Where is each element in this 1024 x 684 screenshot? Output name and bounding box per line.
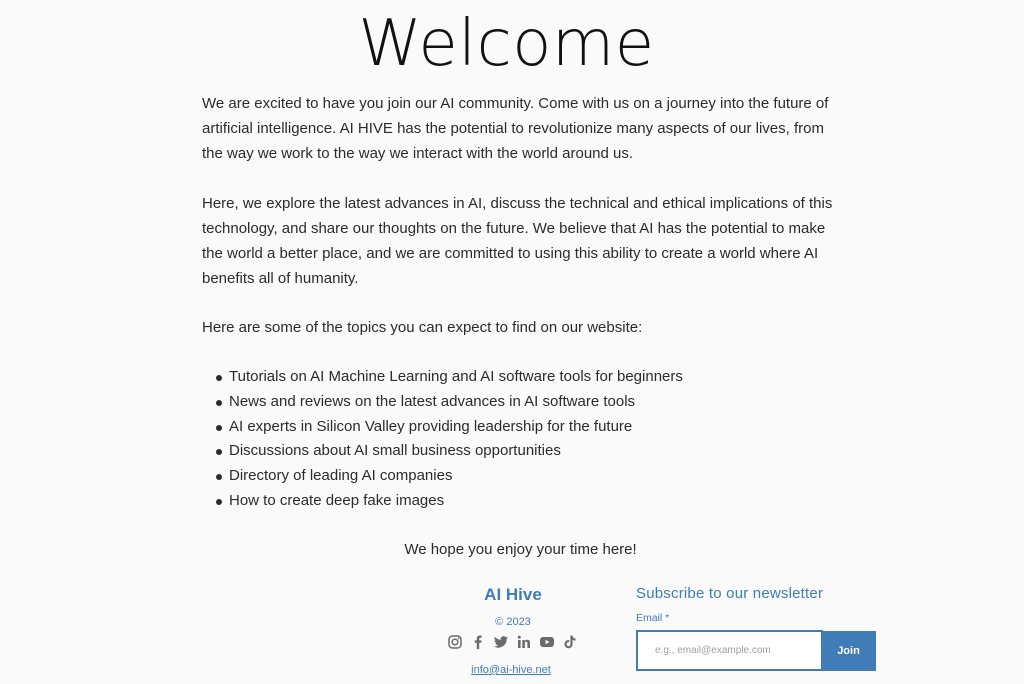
footer-brand: AI Hive — [484, 585, 542, 604]
linkedin-icon[interactable] — [516, 634, 532, 650]
list-item: Discussions about AI small business opportunities — [215, 439, 842, 464]
intro-paragraph-2: Here, we explore the latest advances in AI, discuss the technical and ethical implications of this technology, and share our thoughts on the future. We believe that AI has the potential to make the world a better place, and we are committed to using this ability to create a world where AI benefits all of humanity. — [202, 194, 833, 287]
list-item: Directory of leading AI companies — [215, 464, 842, 489]
youtube-icon[interactable] — [539, 634, 555, 650]
twitter-icon[interactable] — [493, 634, 509, 650]
list-item: Tutorials on AI Machine Learning and AI software tools for beginners — [215, 365, 842, 390]
intro-paragraph-1: We are excited to have you join our AI community. Come with us on a journey into the future of artificial intelligence. AI HIVE has the potential to revolutionize many aspects of our lives, from the way we work to the way we interact with the world around us. — [202, 95, 829, 162]
tiktok-icon[interactable] — [562, 634, 578, 650]
contact-email-link[interactable]: info@ai-hive.net — [471, 664, 551, 676]
newsletter-title: Subscribe to our newsletter — [636, 585, 824, 602]
page-title: Welcome — [358, 7, 655, 81]
social-links — [447, 633, 578, 651]
intro-content — [202, 91, 842, 514]
list-item: News and reviews on the latest advances in AI software tools — [215, 390, 842, 415]
topics-heading: Here are some of the topics you can expect to find on our website: — [202, 319, 643, 336]
list-item: AI experts in Silicon Valley providing leadership for the future — [215, 415, 842, 440]
email-field[interactable] — [636, 630, 823, 671]
list-item: How to create deep fake images — [215, 489, 842, 514]
copyright: © 2023 — [495, 616, 531, 628]
facebook-icon[interactable] — [470, 634, 486, 650]
topics-list — [202, 365, 842, 514]
join-button[interactable]: Join — [821, 631, 876, 671]
instagram-icon[interactable] — [447, 634, 463, 650]
closing-text: We hope you enjoy your time here! — [404, 541, 637, 558]
email-label: Email * — [636, 612, 670, 624]
